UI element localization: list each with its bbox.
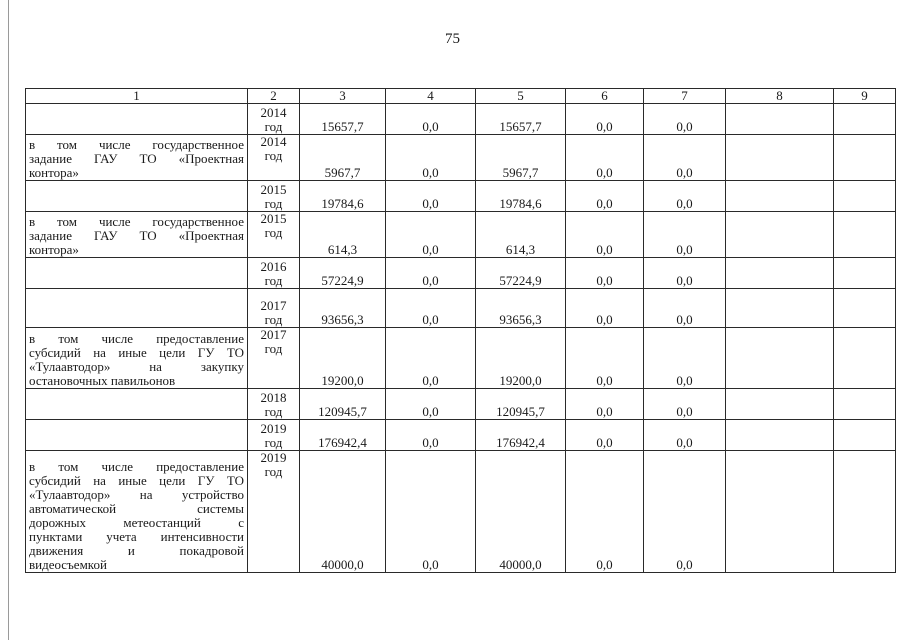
table-row [26, 258, 896, 289]
cell-v5: 19200,0 [476, 328, 566, 389]
cell-v3: 57224,9 [300, 258, 386, 289]
cell-v9 [834, 451, 896, 573]
row-description: в том числе предоставление субсидий на иные цели ГУ ТО «Тулаавтодор» на закупку остановочных павильонов [26, 328, 248, 389]
row-description: в том числе государственное задание ГАУ ТО «Проектная контора» [26, 212, 248, 258]
cell-v5: 40000,0 [476, 451, 566, 573]
row-year: 2016 год [248, 258, 300, 289]
row-year: 2018 год [248, 389, 300, 420]
page-number: 75 [445, 31, 460, 47]
row-description: в том числе предоставление субсидий на иные цели ГУ ТО «Тулаавтодор» на устройство автоматической системы дорожных метеостанций с пунктами учета интенсивности движения и покадровой видеосъемкой [26, 451, 248, 573]
cell-v3: 5967,7 [300, 135, 386, 181]
header-cell-3: 3 [300, 89, 386, 104]
cell-v7: 0,0 [644, 420, 726, 451]
cell-v7: 0,0 [644, 104, 726, 135]
table-row [26, 389, 896, 420]
row-year: 2014 год [248, 104, 300, 135]
table-row [26, 135, 896, 181]
cell-v4: 0,0 [386, 420, 476, 451]
cell-v5: 176942,4 [476, 420, 566, 451]
cell-v7: 0,0 [644, 451, 726, 573]
cell-v7: 0,0 [644, 258, 726, 289]
row-description [26, 104, 248, 135]
cell-v8 [726, 328, 834, 389]
cell-v9 [834, 289, 896, 328]
cell-v9 [834, 258, 896, 289]
header-cell-9: 9 [834, 89, 896, 104]
cell-v8 [726, 389, 834, 420]
cell-v6: 0,0 [566, 328, 644, 389]
cell-v4: 0,0 [386, 451, 476, 573]
cell-v6: 0,0 [566, 289, 644, 328]
cell-v7: 0,0 [644, 181, 726, 212]
cell-v6: 0,0 [566, 212, 644, 258]
cell-v5: 120945,7 [476, 389, 566, 420]
cell-v4: 0,0 [386, 289, 476, 328]
cell-v9 [834, 135, 896, 181]
cell-v6: 0,0 [566, 451, 644, 573]
cell-v8 [726, 289, 834, 328]
cell-v9 [834, 420, 896, 451]
row-year: 2015 год [248, 181, 300, 212]
cell-v3: 120945,7 [300, 389, 386, 420]
row-year: 2019 год [248, 451, 300, 573]
cell-v3: 19200,0 [300, 328, 386, 389]
table-row [26, 451, 896, 573]
cell-v7: 0,0 [644, 212, 726, 258]
cell-v3: 93656,3 [300, 289, 386, 328]
cell-v3: 40000,0 [300, 451, 386, 573]
cell-v9 [834, 328, 896, 389]
table-row [26, 212, 896, 258]
row-description: в том числе государственное задание ГАУ ТО «Проектная контора» [26, 135, 248, 181]
cell-v5: 57224,9 [476, 258, 566, 289]
cell-v4: 0,0 [386, 389, 476, 420]
header-cell-4: 4 [386, 89, 476, 104]
table-row [26, 104, 896, 135]
cell-v6: 0,0 [566, 420, 644, 451]
header-cell-8: 8 [726, 89, 834, 104]
cell-v6: 0,0 [566, 258, 644, 289]
cell-v4: 0,0 [386, 328, 476, 389]
cell-v6: 0,0 [566, 104, 644, 135]
cell-v4: 0,0 [386, 135, 476, 181]
cell-v7: 0,0 [644, 135, 726, 181]
cell-v7: 0,0 [644, 289, 726, 328]
cell-v3: 176942,4 [300, 420, 386, 451]
cell-v3: 15657,7 [300, 104, 386, 135]
cell-v3: 19784,6 [300, 181, 386, 212]
cell-v7: 0,0 [644, 328, 726, 389]
cell-v9 [834, 212, 896, 258]
row-description [26, 389, 248, 420]
cell-v4: 0,0 [386, 212, 476, 258]
cell-v7: 0,0 [644, 389, 726, 420]
table-row [26, 289, 896, 328]
cell-v8 [726, 104, 834, 135]
cell-v9 [834, 104, 896, 135]
cell-v6: 0,0 [566, 135, 644, 181]
cell-v5: 19784,6 [476, 181, 566, 212]
header-cell-7: 7 [644, 89, 726, 104]
cell-v5: 15657,7 [476, 104, 566, 135]
header-cell-5: 5 [476, 89, 566, 104]
cell-v8 [726, 451, 834, 573]
cell-v6: 0,0 [566, 389, 644, 420]
cell-v8 [726, 135, 834, 181]
row-year: 2015 год [248, 212, 300, 258]
table-row [26, 181, 896, 212]
cell-v4: 0,0 [386, 104, 476, 135]
cell-v5: 614,3 [476, 212, 566, 258]
cell-v8 [726, 420, 834, 451]
cell-v8 [726, 181, 834, 212]
table-row [26, 328, 896, 389]
row-year: 2017 год [248, 289, 300, 328]
header-cell-2: 2 [248, 89, 300, 104]
row-year: 2014 год [248, 135, 300, 181]
cell-v3: 614,3 [300, 212, 386, 258]
cell-v5: 5967,7 [476, 135, 566, 181]
cell-v5: 93656,3 [476, 289, 566, 328]
cell-v9 [834, 181, 896, 212]
row-description [26, 258, 248, 289]
row-description [26, 181, 248, 212]
left-margin-rule [8, 0, 9, 640]
cell-v8 [726, 212, 834, 258]
row-year: 2017 год [248, 328, 300, 389]
budget-table [25, 88, 896, 573]
cell-v9 [834, 389, 896, 420]
cell-v6: 0,0 [566, 181, 644, 212]
header-row [26, 89, 896, 104]
cell-v4: 0,0 [386, 258, 476, 289]
row-description [26, 420, 248, 451]
header-cell-1: 1 [26, 89, 248, 104]
cell-v8 [726, 258, 834, 289]
cell-v4: 0,0 [386, 181, 476, 212]
table-row [26, 420, 896, 451]
row-year: 2019 год [248, 420, 300, 451]
header-cell-6: 6 [566, 89, 644, 104]
row-description [26, 289, 248, 328]
